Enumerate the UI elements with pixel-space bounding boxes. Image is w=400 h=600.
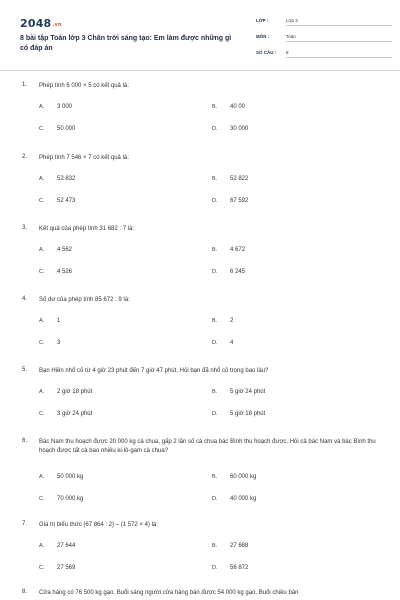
- option-letter: B.: [212, 318, 218, 324]
- meta-row-grade: [256, 16, 396, 32]
- option-text: 60 000 kg: [230, 474, 257, 480]
- logo-suffix-text: .vn: [52, 22, 62, 28]
- question-text: Bác Nam thu hoạch được 20 000 kg cà chua, gấp 2 lần số cà chua bác Bình thu hoạch được. Hỏi cả bác Nam và bác Bình thu hoạch được tất cả bao nhiêu ki-lô-gam cà chua?: [39, 439, 376, 454]
- option-text: 4 562: [57, 247, 73, 253]
- meta-label: LỚP :: [256, 18, 269, 23]
- option-letter: B.: [212, 389, 218, 395]
- option-letter: A.: [39, 318, 45, 324]
- option-letter: D.: [212, 126, 218, 132]
- option-text: 4: [230, 340, 234, 346]
- option-text: 4 672: [230, 247, 246, 253]
- question-text: Số dư của phép tính 85 672 : 9 là:: [39, 297, 130, 303]
- option-text: 3 000: [57, 104, 73, 110]
- option-letter: D.: [212, 198, 218, 204]
- option-letter: B.: [212, 247, 218, 253]
- option-letter: C.: [39, 565, 45, 571]
- meta-value: Toán: [286, 34, 392, 42]
- option-text: 27 688: [230, 543, 249, 549]
- question-number: 1.: [22, 82, 28, 88]
- option-letter: C.: [39, 126, 45, 132]
- option-text: 50 000 kg: [57, 474, 84, 480]
- option-letter: C.: [39, 496, 45, 502]
- question-number: 2.: [22, 154, 28, 160]
- option-text: 27 569: [57, 565, 76, 571]
- meta-row-question-count: [256, 48, 396, 64]
- meta-row-subject: [256, 32, 396, 48]
- option-letter: D.: [212, 496, 218, 502]
- question-number: 4.: [22, 296, 28, 302]
- option-text: 2: [230, 318, 234, 324]
- option-text: 5 giờ 24 phút: [230, 389, 266, 395]
- question-number: 8.: [22, 589, 28, 595]
- option-text: 52 832: [57, 176, 76, 182]
- option-letter: B.: [212, 104, 218, 110]
- option-letter: A.: [39, 474, 45, 480]
- option-text: 50 000: [57, 126, 76, 132]
- option-text: 3 giờ 24 phút: [57, 411, 93, 417]
- meta-value: Lớp 3: [286, 18, 392, 26]
- question-text: Kết quả của phép tính 31 682 : 7 là:: [39, 226, 135, 232]
- worksheet-header: [18, 12, 388, 62]
- option-letter: B.: [212, 474, 218, 480]
- option-text: 52 822: [230, 176, 249, 182]
- option-letter: A.: [39, 104, 45, 110]
- option-text: 6 245: [230, 269, 246, 275]
- question-text: Giá trị biểu thức (67 864 : 2) – (1 572 × 4) là:: [39, 522, 158, 528]
- meta-label: SỐ CÂU :: [256, 50, 277, 55]
- question-number: 7.: [22, 521, 28, 527]
- worksheet-meta: [256, 16, 396, 64]
- question-text: Cửa hàng có 76 500 kg gạo. Buổi sáng người cửa hàng bán được 54 000 kg gạo. Buổi chiều bán: [39, 590, 299, 596]
- option-text: 30 000: [230, 126, 249, 132]
- option-text: 5 giờ 18 phút: [230, 411, 266, 417]
- option-text: 52 473: [57, 198, 76, 204]
- option-text: 40 000 kg: [230, 496, 257, 502]
- option-text: 3: [57, 340, 61, 346]
- option-letter: A.: [39, 389, 45, 395]
- option-letter: D.: [212, 269, 218, 275]
- question-number: 6.: [22, 438, 28, 444]
- option-letter: A.: [39, 176, 45, 182]
- option-letter: B.: [212, 543, 218, 549]
- option-text: 70 000 kg: [57, 496, 84, 502]
- option-text: 67 592: [230, 198, 249, 204]
- option-letter: C.: [39, 198, 45, 204]
- option-text: 1: [57, 318, 61, 324]
- meta-value: 8: [286, 50, 392, 58]
- header-divider: [0, 70, 400, 71]
- option-letter: D.: [212, 565, 218, 571]
- logo-main-text: 2048: [20, 17, 52, 30]
- option-letter: D.: [212, 340, 218, 346]
- question-text: Phép tính 7 546 × 7 có kết quả là:: [39, 155, 129, 161]
- option-letter: D.: [212, 411, 218, 417]
- option-text: 56 872: [230, 565, 249, 571]
- document-title: 8 bài tập Toán lớp 3 Chân trời sáng tạo: Em làm được những gì có đáp án: [20, 35, 232, 52]
- option-text: 40 00: [230, 104, 246, 110]
- question-number: 5.: [22, 367, 28, 373]
- option-letter: C.: [39, 340, 45, 346]
- option-letter: A.: [39, 543, 45, 549]
- option-letter: C.: [39, 269, 45, 275]
- option-text: 2 giờ 18 phút: [57, 389, 93, 395]
- site-logo[interactable]: [20, 17, 62, 30]
- option-letter: C.: [39, 411, 45, 417]
- option-text: 27 644: [57, 543, 76, 549]
- option-letter: A.: [39, 247, 45, 253]
- meta-label: MÔN :: [256, 34, 270, 39]
- question-text: Bạn Hiền nhổ cỏ từ 4 giờ 23 phút đến 7 giờ 47 phút. Hỏi bạn đã nhổ cỏ trong bao lâu?: [39, 368, 269, 374]
- option-text: 4 526: [57, 269, 73, 275]
- question-number: 3.: [22, 225, 28, 231]
- option-letter: B.: [212, 176, 218, 182]
- question-text: Phép tính 6 000 × 5 có kết quả là:: [39, 83, 129, 89]
